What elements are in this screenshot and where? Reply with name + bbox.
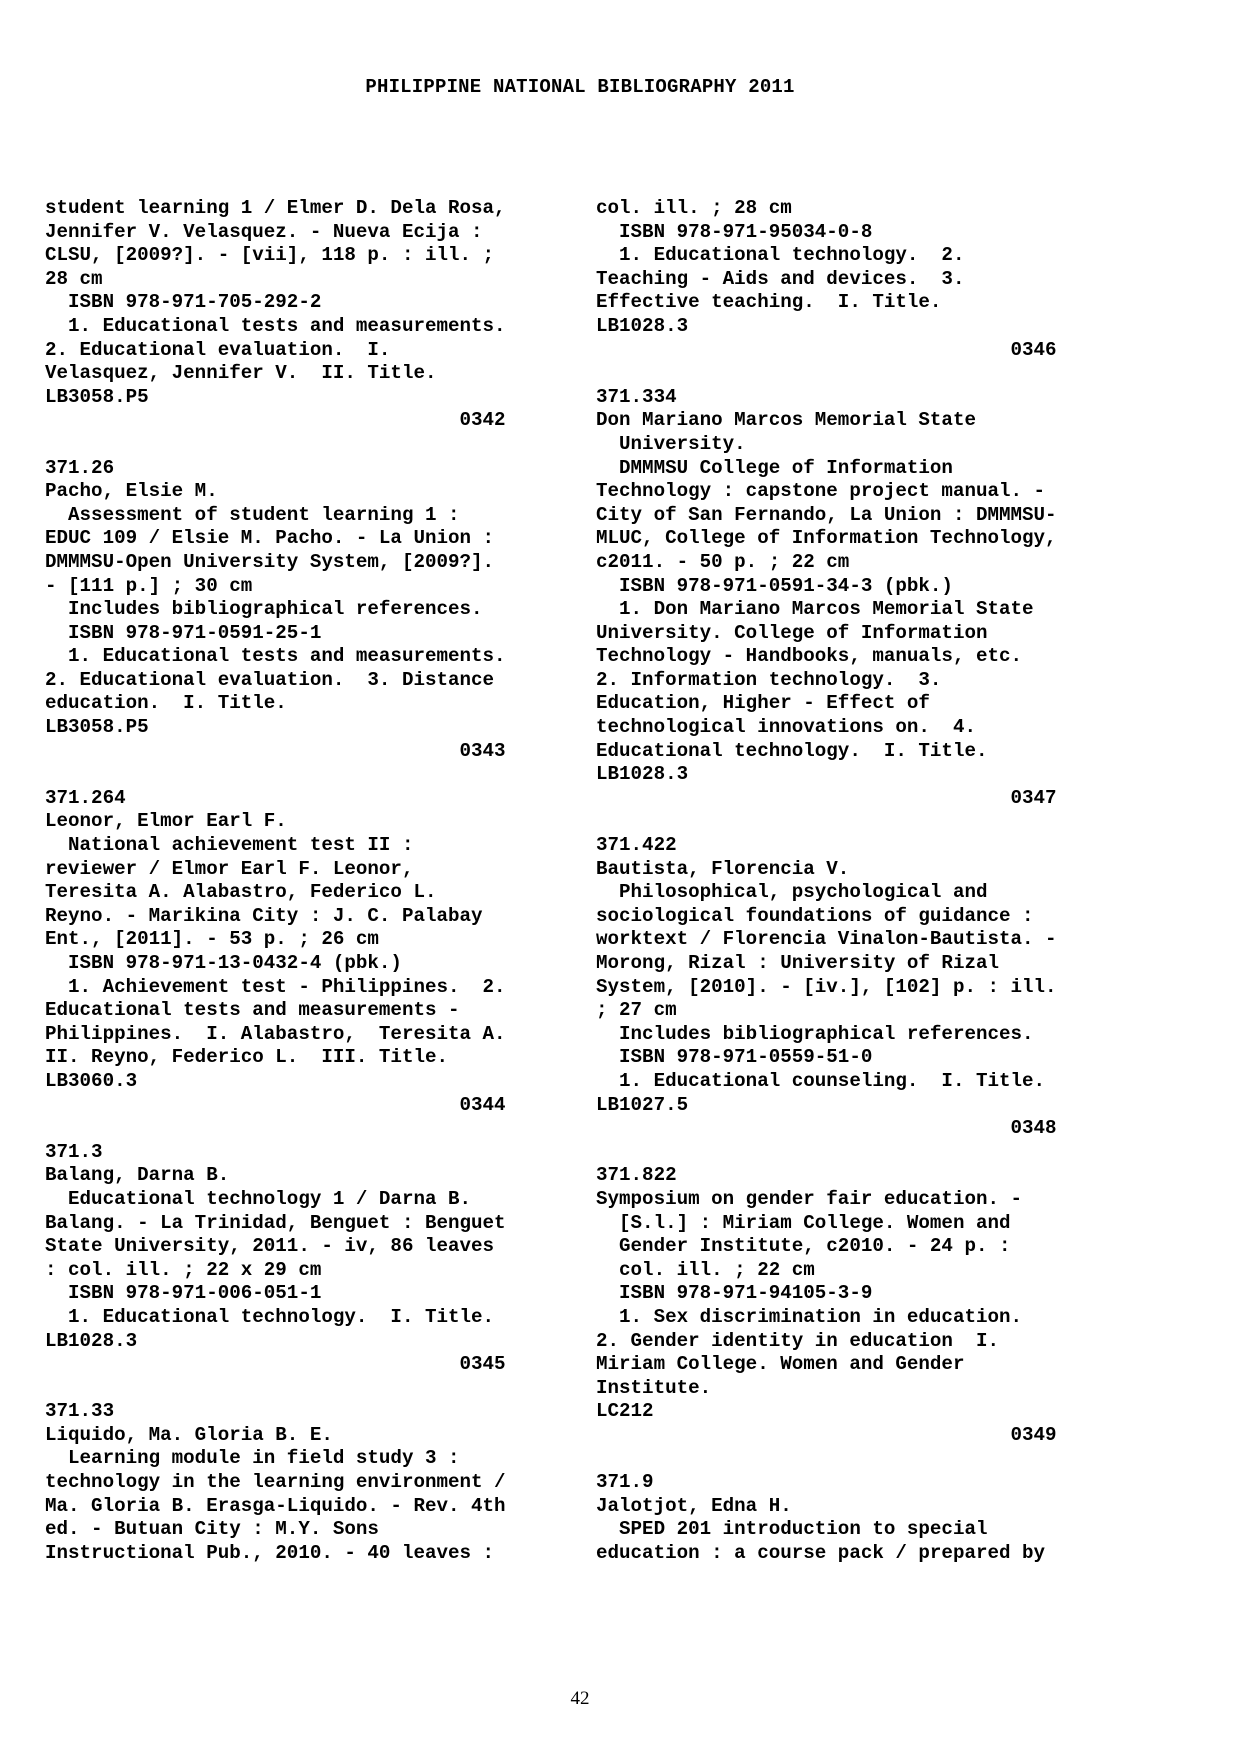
entry-line: Includes bibliographical references. <box>596 1022 1034 1045</box>
entry-line: ISBN 978-971-94105-3-9 <box>596 1282 873 1305</box>
entry-line: 0343 <box>45 739 506 762</box>
entry-line: ; 27 cm <box>596 999 677 1022</box>
entry-line: Educational technology. I. Title. <box>596 739 988 762</box>
entry-line: ISBN 978-971-95034-0-8 <box>596 220 873 243</box>
entry-line: - [111 p.] ; 30 cm <box>45 574 253 597</box>
entry-line: ISBN 978-971-13-0432-4 (pbk.) <box>45 952 402 974</box>
entry-line: reviewer / Elmor Earl F. Leonor, <box>45 857 414 880</box>
entry-line: EDUC 109 / Elsie M. Pacho. - La Union : <box>45 527 495 550</box>
entry-line: Leonor, Elmor Earl F. <box>45 810 287 833</box>
entry-line: education : a course pack / prepared by <box>596 1541 1046 1564</box>
entry-line <box>45 1117 555 1141</box>
entry-line: LC212 <box>596 1400 654 1423</box>
entry-line: Balang, Darna B. <box>45 1164 230 1187</box>
entry-line: Education, Higher - Effect of <box>596 692 930 715</box>
entry-line: ISBN 978-971-705-292-2 <box>45 291 322 314</box>
entry-line: LB1027.5 <box>596 1093 689 1116</box>
entry-line: 0342 <box>45 409 506 432</box>
entry-line: Velasquez, Jennifer V. II. Title. <box>45 362 437 385</box>
left-column <box>45 197 555 1565</box>
entry-line: 28 cm <box>45 267 103 290</box>
entry-line: col. ill. ; 28 cm <box>596 197 792 219</box>
entry-line: ISBN 978-971-0591-34-3 (pbk.) <box>596 574 953 597</box>
entry-line: 1. Educational tests and measurements. <box>45 314 506 337</box>
entry-line: Learning module in field study 3 : <box>45 1447 460 1470</box>
entry-line: 371.3 <box>45 1140 103 1163</box>
entry-line: LB1028.3 <box>596 763 689 786</box>
entry-line: Philippines. I. Alabastro, Teresita A. <box>45 1022 506 1045</box>
entry-line: 371.33 <box>45 1400 115 1423</box>
entry-line: Ma. Gloria B. Erasga-Liquido. - Rev. 4th <box>45 1494 506 1517</box>
entry-line: 371.264 <box>45 786 126 809</box>
entry-line: Symposium on gender fair education. - <box>596 1187 1023 1210</box>
entry-line: Miriam College. Women and Gender <box>596 1353 965 1376</box>
entry-line: [S.l.] : Miriam College. Women and <box>596 1211 1011 1234</box>
entry-line: 1. Educational technology. I. Title. <box>45 1305 495 1328</box>
entry-line: Teaching - Aids and devices. 3. <box>596 267 965 290</box>
entry-line: ISBN 978-971-0559-51-0 <box>596 1046 873 1069</box>
entry-line: Includes bibliographical references. <box>45 598 483 621</box>
entry-line: sociological foundations of guidance : <box>596 904 1034 927</box>
entry-line: technology in the learning environment / <box>45 1471 506 1494</box>
entry-line: 0345 <box>45 1353 506 1376</box>
entry-line: Technology - Handbooks, manuals, etc. <box>596 645 1023 668</box>
entry-line: 0348 <box>596 1117 1057 1140</box>
entry-line: 0349 <box>596 1423 1057 1446</box>
entry-line: education. I. Title. <box>45 692 287 715</box>
entry-line: LB1028.3 <box>45 1329 138 1352</box>
entry-line: Assessment of student learning 1 : <box>45 503 460 526</box>
entry-line: Don Mariano Marcos Memorial State <box>596 409 976 432</box>
entry-line: Teresita A. Alabastro, Federico L. <box>45 881 437 904</box>
entry-line: Reyno. - Marikina City : J. C. Palabay <box>45 904 483 927</box>
entry-line: 1. Achievement test - Philippines. 2. <box>45 975 506 998</box>
entry-line <box>596 1447 1106 1471</box>
entry-line: c2011. - 50 p. ; 22 cm <box>596 550 850 573</box>
entry-line: 371.26 <box>45 456 115 479</box>
entry-line: Philosophical, psychological and <box>596 881 988 904</box>
entry-line: 1. Educational counseling. I. Title. <box>596 1069 1046 1092</box>
entry-line <box>45 433 555 457</box>
entry-line <box>45 763 555 787</box>
entry-line: 0347 <box>596 786 1057 809</box>
entry-line <box>45 1377 555 1401</box>
entry-line: DMMMSU-Open University System, [2009?]. <box>45 550 495 573</box>
entry-line <box>596 362 1106 386</box>
entry-line: Educational tests and measurements - <box>45 999 460 1022</box>
entry-line: Liquido, Ma. Gloria B. E. <box>45 1423 333 1446</box>
entry-line: Morong, Rizal : University of Rizal <box>596 952 1000 974</box>
entry-line: Technology : capstone project manual. - <box>596 480 1046 503</box>
entry-line: City of San Fernando, La Union : DMMMSU- <box>596 503 1057 526</box>
entry-line: col. ill. ; 22 cm <box>596 1258 815 1281</box>
entry-line: System, [2010]. - [iv.], [102] p. : ill. <box>596 975 1057 998</box>
entry-line: CLSU, [2009?]. - [vii], 118 p. : ill. ; <box>45 244 495 267</box>
entry-line: Jennifer V. Velasquez. - Nueva Ecija : <box>45 220 483 243</box>
entry-line: 1. Educational technology. 2. <box>596 244 965 267</box>
entry-line: ed. - Butuan City : M.Y. Sons <box>45 1518 379 1541</box>
entry-line: 1. Sex discrimination in education. <box>596 1305 1023 1328</box>
entry-line: 371.422 <box>596 834 677 857</box>
entry-line: Effective teaching. I. Title. <box>596 291 942 314</box>
entry-line: 1. Educational tests and measurements. <box>45 645 506 668</box>
entry-line: 1. Don Mariano Marcos Memorial State <box>596 598 1034 621</box>
entry-line: National achievement test II : <box>45 834 414 857</box>
entry-line: Jalotjot, Edna H. <box>596 1494 792 1517</box>
entry-line: 2. Educational evaluation. 3. Distance <box>45 668 495 691</box>
entry-line: student learning 1 / Elmer D. Dela Rosa, <box>45 197 506 219</box>
page-number: 42 <box>570 1688 590 1709</box>
entry-line: Bautista, Florencia V. <box>596 857 850 880</box>
entry-line: 2. Educational evaluation. I. <box>45 338 391 361</box>
entry-line: Instructional Pub., 2010. - 40 leaves : <box>45 1541 495 1564</box>
entry-line: State University, 2011. - iv, 86 leaves <box>45 1235 495 1258</box>
entry-line <box>596 1141 1106 1165</box>
entry-line: 0344 <box>45 1093 506 1116</box>
entry-line: LB3058.P5 <box>45 716 149 739</box>
entry-line: technological innovations on. 4. <box>596 716 976 739</box>
entry-line <box>596 810 1106 834</box>
entry-line: LB3058.P5 <box>45 385 149 408</box>
entry-line: MLUC, College of Information Technology, <box>596 527 1057 550</box>
entry-line: : col. ill. ; 22 x 29 cm <box>45 1258 322 1281</box>
entry-line: University. <box>596 432 746 455</box>
entry-line: LB1028.3 <box>596 314 689 337</box>
entry-line: LB3060.3 <box>45 1069 138 1092</box>
entry-line: DMMMSU College of Information <box>596 456 953 479</box>
entry-line: Gender Institute, c2010. - 24 p. : <box>596 1235 1011 1258</box>
entry-line: ISBN 978-971-006-051-1 <box>45 1282 322 1305</box>
entry-line: Institute. <box>596 1376 712 1399</box>
entry-line: worktext / Florencia Vinalon-Bautista. - <box>596 928 1057 951</box>
entry-line: Balang. - La Trinidad, Benguet : Benguet <box>45 1211 506 1234</box>
entry-line: 371.9 <box>596 1471 654 1494</box>
entry-line: University. College of Information <box>596 621 988 644</box>
entry-line: Educational technology 1 / Darna B. <box>45 1187 472 1210</box>
entry-line: ISBN 978-971-0591-25-1 <box>45 621 322 644</box>
entry-line: SPED 201 introduction to special <box>596 1518 988 1541</box>
page-header-title: PHILIPPINE NATIONAL BIBLIOGRAPHY 2011 <box>365 76 795 98</box>
entry-line: 2. Information technology. 3. <box>596 668 942 691</box>
entry-line: 0346 <box>596 338 1057 361</box>
entry-line: Ent., [2011]. - 53 p. ; 26 cm <box>45 928 379 951</box>
right-column <box>596 197 1106 1565</box>
entry-line: 2. Gender identity in education I. <box>596 1329 1000 1352</box>
entry-line: Pacho, Elsie M. <box>45 480 218 503</box>
entry-line: 371.822 <box>596 1164 677 1187</box>
entry-line: 371.334 <box>596 385 677 408</box>
entry-line: II. Reyno, Federico L. III. Title. <box>45 1046 449 1069</box>
